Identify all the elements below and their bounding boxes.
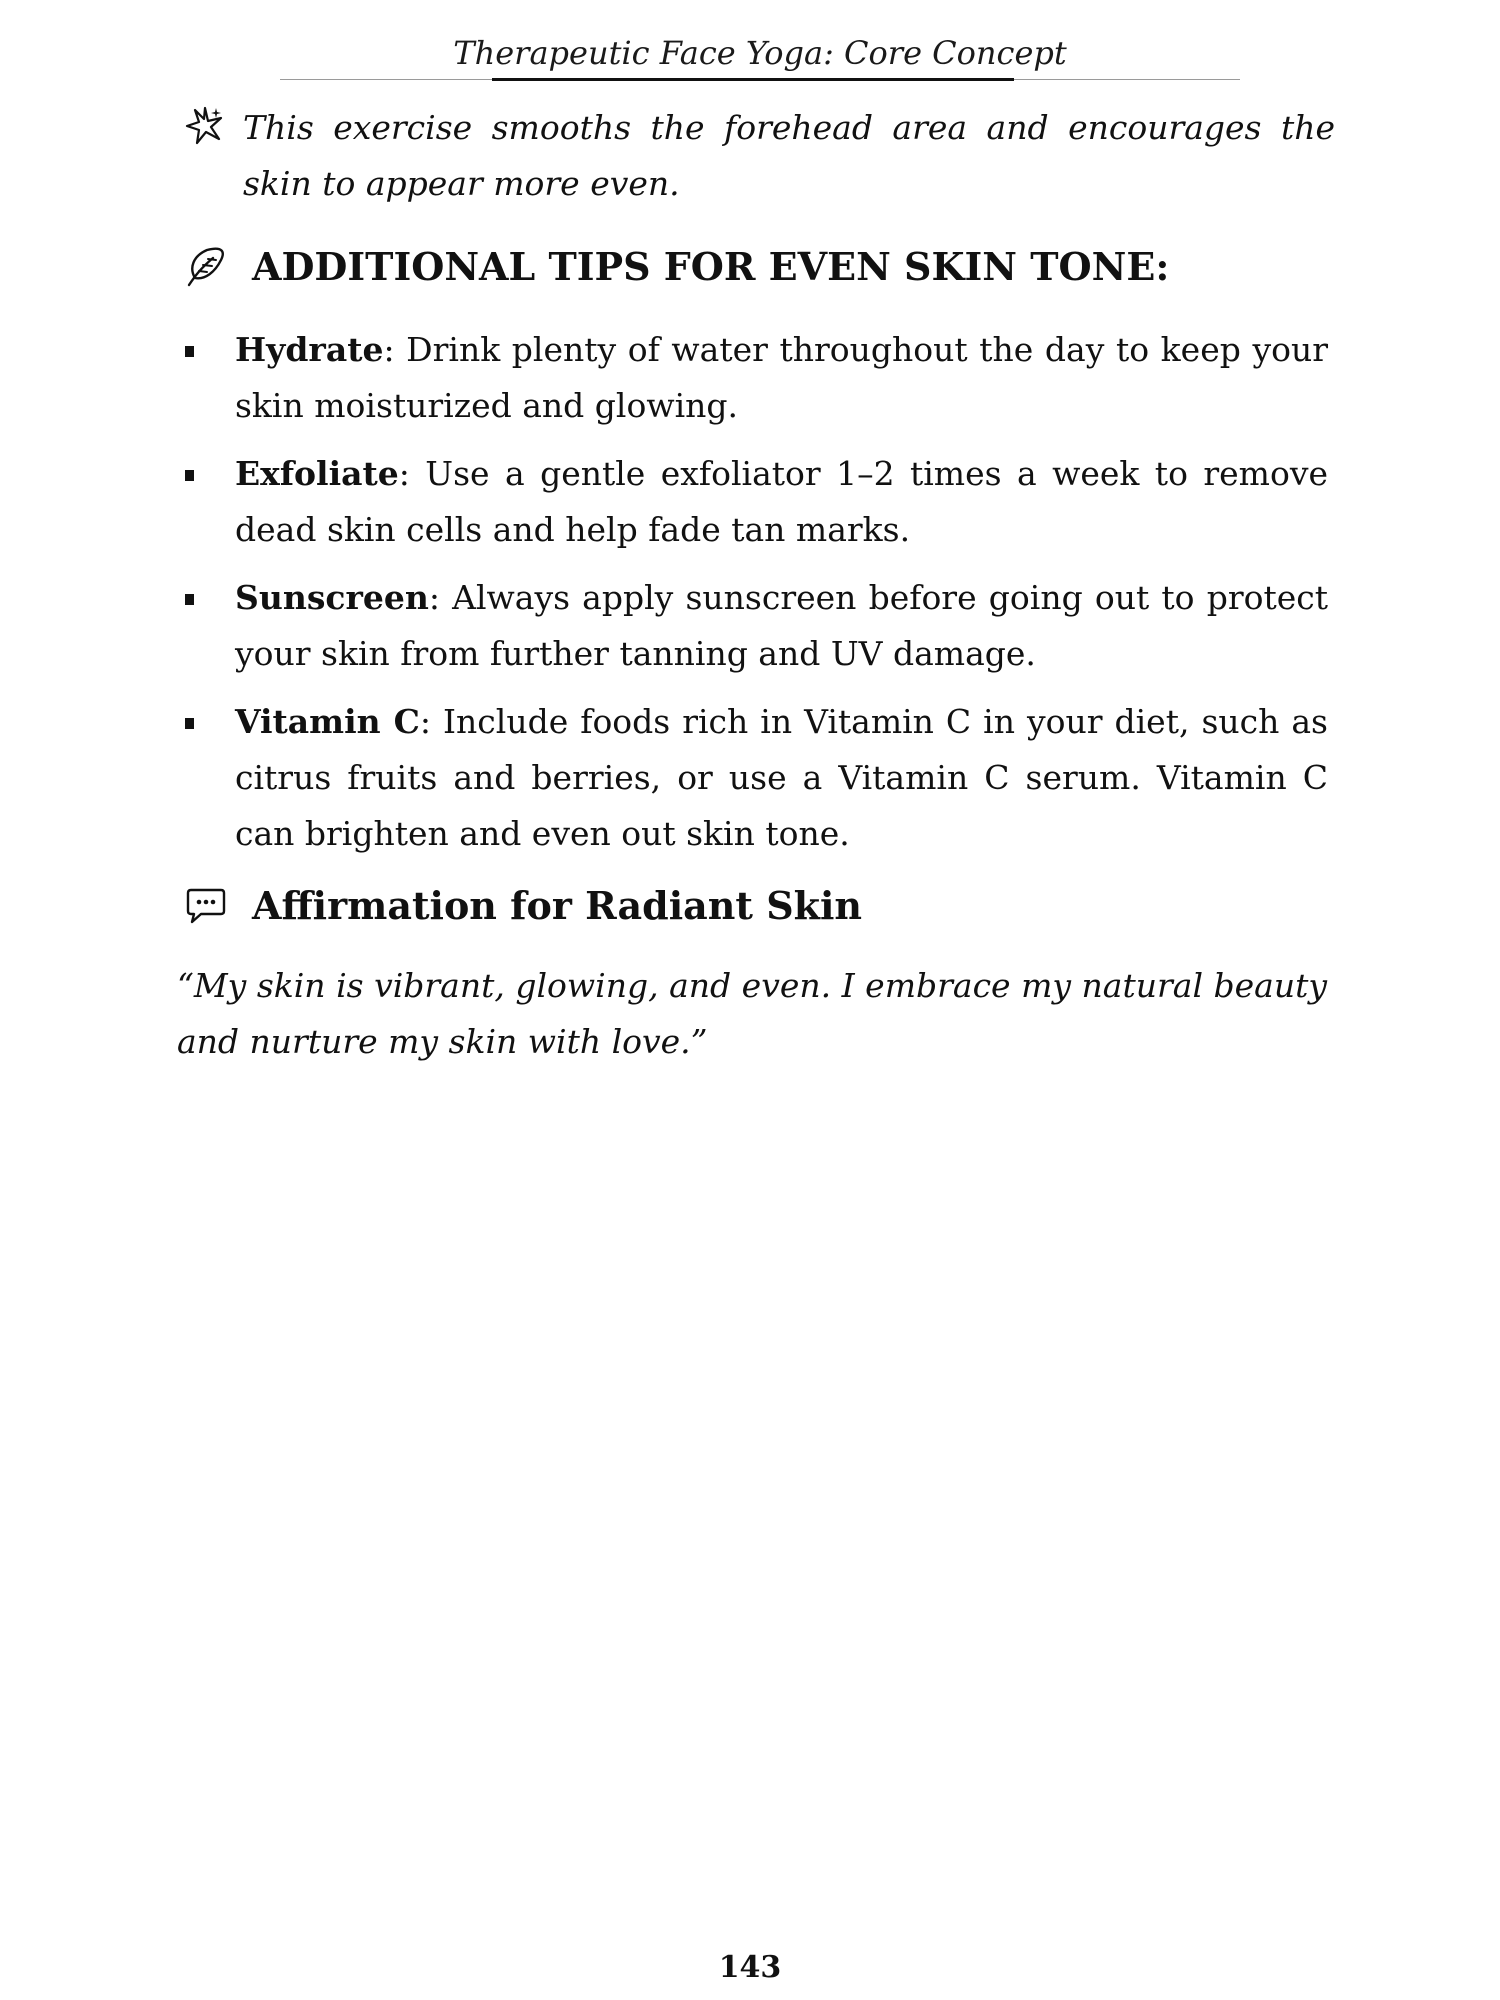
header-rule-accent: [492, 78, 1014, 81]
list-item: [180, 322, 1328, 434]
tips-heading-text: ADDITIONAL TIPS FOR EVEN SKIN TONE:: [252, 244, 1170, 289]
bullet-marker: [185, 594, 194, 605]
list-item: [180, 446, 1328, 558]
tips-heading: [185, 242, 1169, 292]
leaf-icon: [185, 246, 227, 288]
page-number: 143: [718, 1950, 782, 1985]
speech-bubble-icon: [185, 885, 227, 927]
tip-text: : Use a gentle exfoliator 1–2 times a week to remove dead skin cells and help fade tan marks.: [235, 454, 1328, 549]
tip-text: : Include foods rich in Vitamin C in your diet, such as citrus fruits and berries, or use a Vitamin C serum. Vitamin C can brighten and even out skin tone.: [235, 702, 1328, 853]
sparkle-icon: [185, 106, 225, 146]
note-text: This exercise smooths the forehead area and encourages the skin to appear more even.: [243, 108, 1335, 203]
tips-list: [180, 322, 1328, 874]
tip-term: Vitamin C: [235, 702, 420, 741]
tip-term: Exfoliate: [235, 454, 399, 493]
affirmation-heading-text: Affirmation for Radiant Skin: [252, 883, 863, 928]
exercise-note: [185, 100, 1335, 212]
tip-text: : Drink plenty of water throughout the day to keep your skin moisturized and glowing.: [235, 330, 1328, 425]
list-item: [180, 694, 1328, 862]
bullet-marker: [185, 346, 194, 357]
affirmation-heading: [185, 881, 862, 931]
list-item: [180, 570, 1328, 682]
bullet-marker: [185, 470, 194, 481]
running-header: Therapeutic Face Yoga: Core Concept: [453, 34, 1067, 72]
tip-text: : Always apply sunscreen before going out to protect your skin from further tanning and UV damage.: [235, 578, 1328, 673]
tip-term: Hydrate: [235, 330, 384, 369]
tip-term: Sunscreen: [235, 578, 429, 617]
bullet-marker: [185, 718, 194, 729]
affirmation-quote: “My skin is vibrant, glowing, and even. I embrace my natural beauty and nurture my skin with love.”: [177, 966, 1327, 1061]
